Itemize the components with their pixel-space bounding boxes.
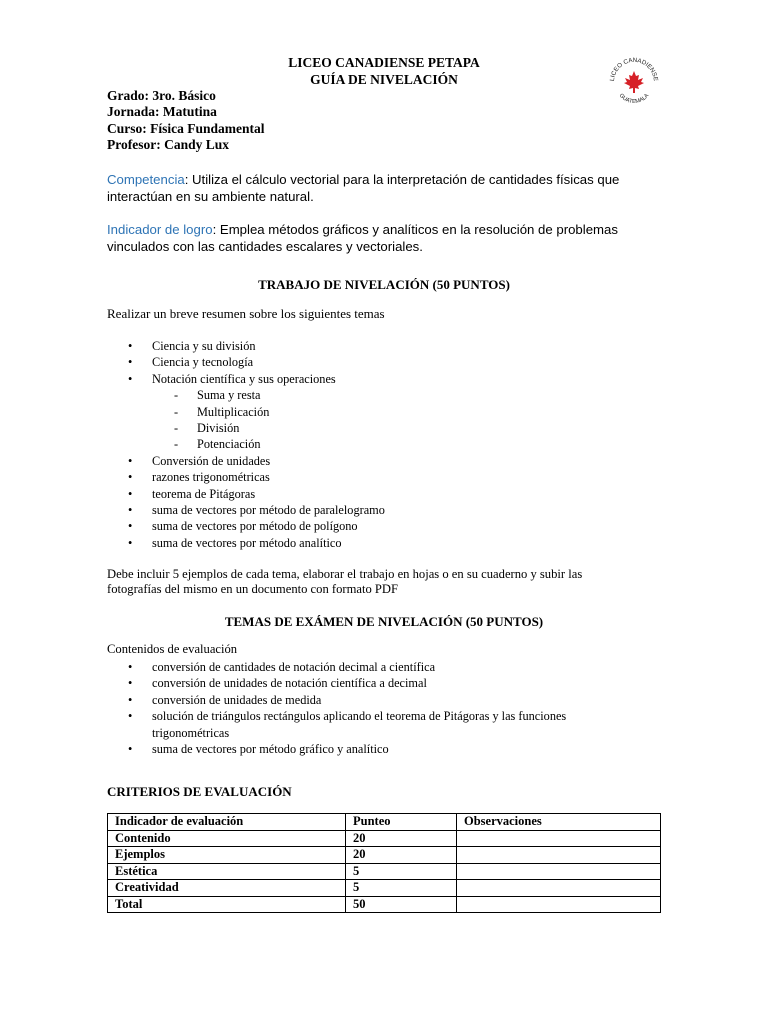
list-item: • razones trigonométricas [128, 470, 270, 485]
competency-paragraph [107, 171, 667, 205]
achievement-text: : Emplea métodos gráficos y analíticos en la resolución de problemas [212, 222, 618, 237]
list-item: • solución de triángulos rectángulos aplicando el teorema de Pitágoras y las funciones trigonométricas [128, 709, 567, 740]
school-logo [606, 52, 662, 108]
exam-intro: Contenidos de evaluación [107, 642, 238, 656]
list-item: - Potenciación [174, 437, 261, 452]
bullet-icon: • [128, 676, 133, 691]
table-row [108, 830, 661, 847]
table-cell [457, 880, 661, 897]
assignment-topic-list [0, 338, 385, 551]
competency-label: Competencia [107, 172, 185, 187]
maple-leaf-icon [624, 71, 644, 93]
table-cell: Estética [108, 863, 346, 880]
table-cell: Creatividad [108, 880, 346, 897]
list-item: • conversión de unidades de notación científica a decimal [128, 676, 427, 691]
table-row [108, 880, 661, 897]
sub-list-container [0, 387, 385, 453]
bullet-icon: • [128, 371, 133, 386]
table-cell [457, 830, 661, 847]
table-row [108, 896, 661, 913]
list-item: • suma de vectores por método analítico [128, 535, 342, 550]
list-item: - Multiplicación [174, 404, 270, 419]
competency-text-continued: interactúan en su ambiente natural. [107, 189, 314, 204]
exam-heading: TEMAS DE EXÁMEN DE NIVELACIÓN (50 PUNTOS) [224, 614, 544, 629]
list-item: • Conversión de unidades [128, 453, 271, 468]
list-item: - División [174, 421, 240, 436]
list-item: • Ciencia y su división [128, 339, 256, 353]
list-item: • Notación científica y sus operaciones [128, 371, 336, 386]
school-title: LICEO CANADIENSE PETAPA [288, 55, 480, 70]
assignment-heading: TRABAJO DE NIVELACIÓN (50 PUNTOS) [258, 277, 510, 292]
table-row [108, 863, 661, 880]
bullet-icon: • [128, 355, 133, 370]
competency-text: : Utiliza el cálculo vectorial para la interpretación de cantidades físicas que [184, 172, 620, 187]
achievement-text-continued: vinculados con las cantidades escalares y vectoriales. [107, 239, 423, 254]
assignment-intro: Realizar un breve resumen sobre los siguientes temas [107, 306, 385, 321]
list-item: - Suma y resta [174, 388, 261, 403]
assignment-note-line1: Debe incluir 5 ejemplos de cada tema, elaborar el trabajo en hojas o en su cuaderno y subir las [107, 567, 583, 581]
table-cell: 50 [346, 896, 457, 913]
list-item: • Ciencia y tecnología [128, 355, 254, 370]
table-cell: Total [108, 896, 346, 913]
column-header: Indicador de evaluación [108, 814, 346, 831]
assignment-note [107, 567, 582, 597]
exam-topic-list [0, 659, 566, 757]
dash-icon: - [174, 388, 179, 403]
svg-text:GUATEMALA [618, 93, 651, 105]
dash-icon: - [174, 437, 179, 452]
assignment-note-line2: fotografías del mismo en un documento con formato PDF [107, 582, 399, 596]
list-item: • suma de vectores por método de polígono [128, 519, 358, 534]
criteria-table [107, 813, 661, 913]
table-cell: 20 [346, 847, 457, 864]
table-cell: 5 [346, 863, 457, 880]
column-header: Punteo [346, 814, 457, 831]
bullet-icon: • [128, 486, 133, 501]
bullet-icon: • [128, 660, 133, 674]
grade-label: Grado: 3ro. Básico [107, 88, 216, 103]
course-label: Curso: Física Fundamental [107, 121, 265, 136]
column-header: Observaciones [457, 814, 661, 831]
bullet-icon: • [128, 519, 133, 534]
criteria-heading: CRITERIOS DE EVALUACIÓN [107, 784, 292, 799]
bullet-icon: • [128, 692, 133, 707]
table-row [108, 847, 661, 864]
table-cell: Ejemplos [108, 847, 346, 864]
table-cell [457, 863, 661, 880]
achievement-label: Indicador de logro [107, 222, 213, 237]
assignment-subtopic-list [0, 387, 385, 453]
table-cell: Contenido [108, 830, 346, 847]
bullet-icon: • [128, 503, 133, 518]
logo-bottom-text: GUATEMALA [617, 92, 651, 106]
achievement-paragraph [107, 221, 667, 255]
table-cell [457, 896, 661, 913]
list-item: • teorema de Pitágoras [128, 486, 256, 501]
bullet-icon: • [128, 535, 133, 550]
bullet-icon: • [128, 339, 133, 353]
list-item: • conversión de cantidades de notación decimal a científica [128, 660, 436, 674]
dash-icon: - [174, 421, 179, 436]
bullet-icon: • [128, 453, 133, 468]
guide-title: GUÍA DE NIVELACIÓN [310, 72, 458, 87]
bullet-icon: • [128, 742, 133, 757]
list-item: • suma de vectores por método de paralelogramo [128, 503, 385, 518]
bullet-icon: • [128, 470, 133, 485]
logo-top-text: LICEO CANADIENSE [608, 56, 660, 82]
shift-label: Jornada: Matutina [107, 104, 217, 119]
table-cell [457, 847, 661, 864]
list-item: • suma de vectores por método gráfico y analítico [128, 742, 389, 757]
table-cell: 20 [346, 830, 457, 847]
list-item: • conversión de unidades de medida [128, 692, 322, 707]
teacher-label: Profesor: Candy Lux [107, 137, 230, 152]
dash-icon: - [174, 404, 179, 419]
table-header-row [108, 814, 661, 831]
bullet-icon: • [128, 709, 133, 724]
table-cell: 5 [346, 880, 457, 897]
